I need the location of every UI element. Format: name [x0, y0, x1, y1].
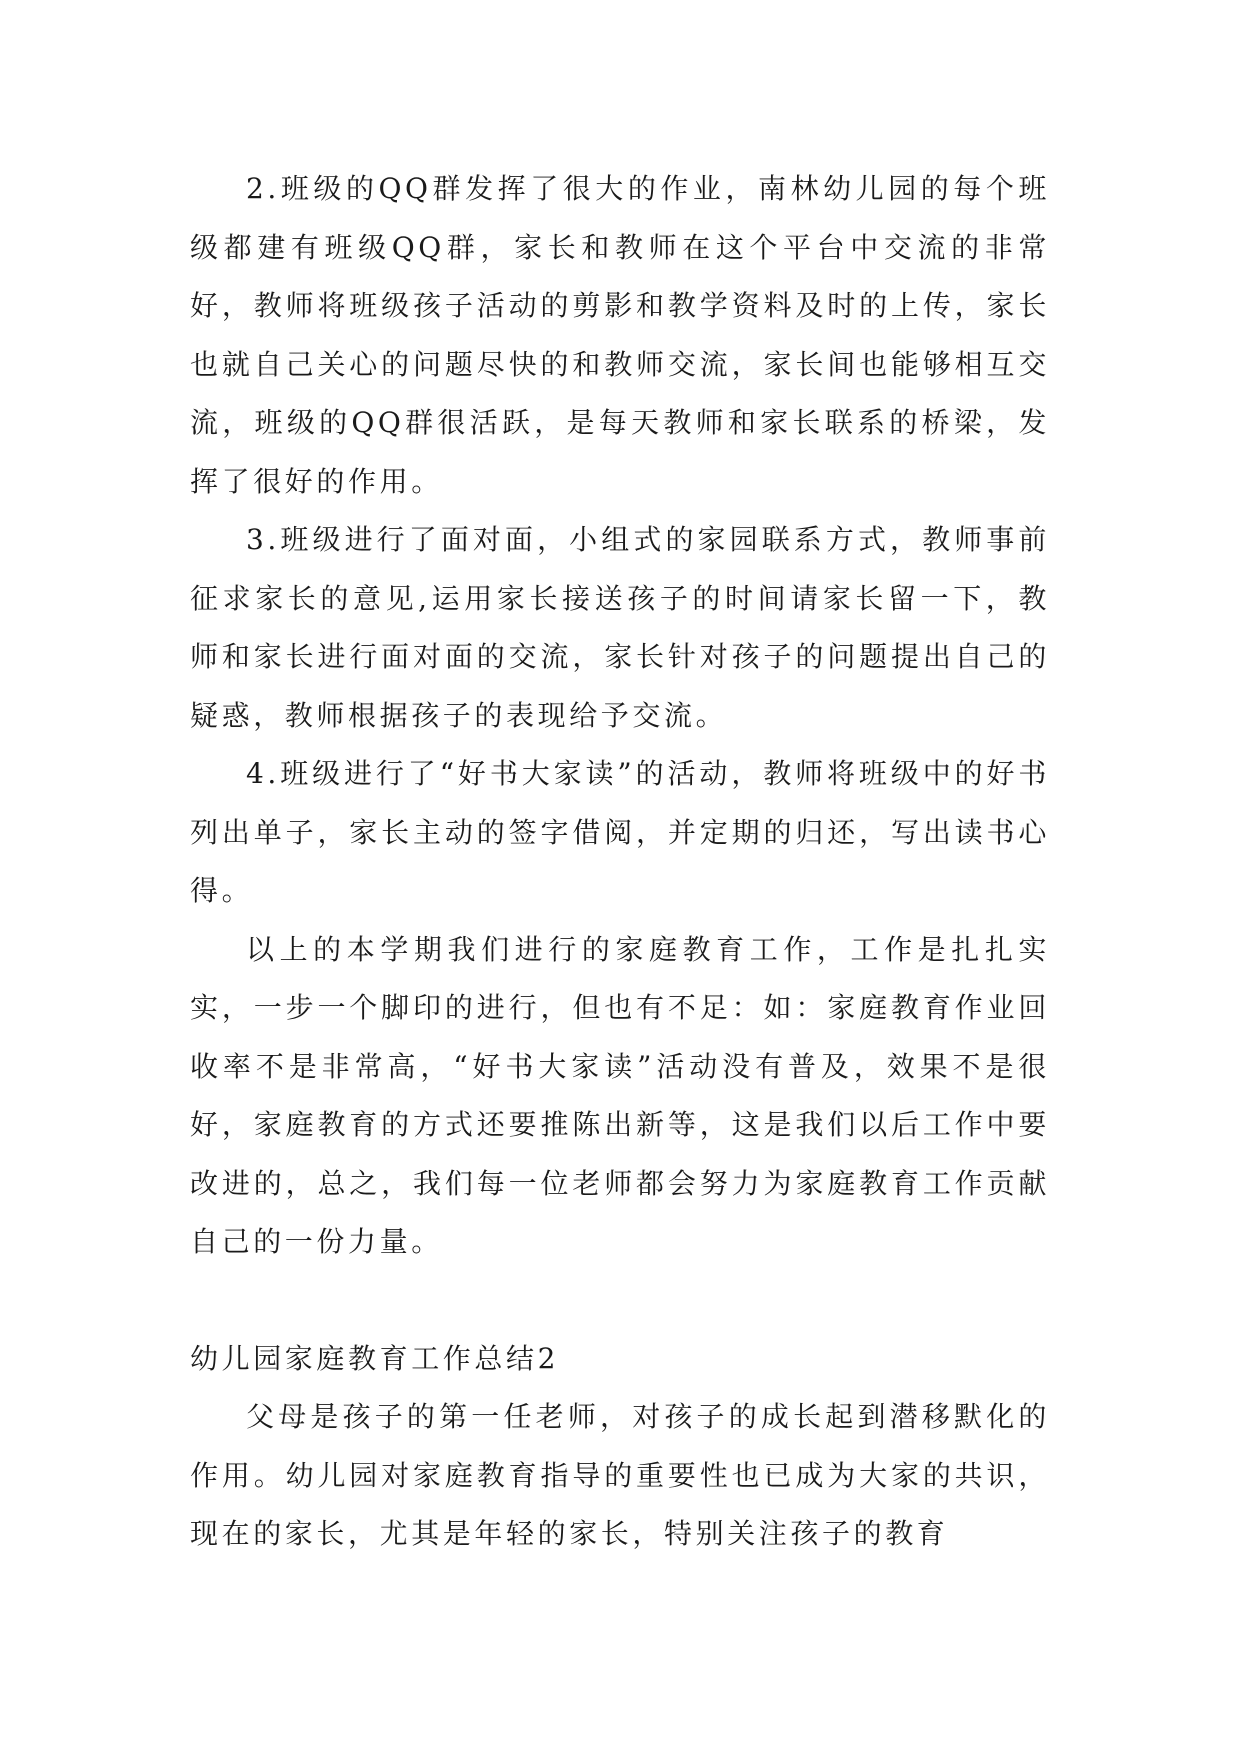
paragraph-summary: 以上的本学期我们进行的家庭教育工作，工作是扎扎实实，一步一个脚印的进行，但也有不足：如：家庭教育作业回收率不是非常高，“好书大家读”活动没有普及，效果不是很好，家庭教育的方式还要推陈出新等，这是我们以后工作中要改进的，总之，我们每一位老师都会努力为家庭教育工作贡献自己的一份力量。 [190, 932, 1050, 1258]
paragraph-book-reading: 4.班级进行了“好书大家读”的活动，教师将班级中的好书列出单子，家长主动的签字借阅，并定期的归还，写出读书心得。 [190, 757, 1050, 907]
paragraph-face-to-face: 3.班级进行了面对面，小组式的家园联系方式，教师事前征求家长的意见,运用家长接送孩子的时间请家长留一下，教师和家长进行面对面的交流，家长针对孩子的问题提出自己的疑惑，教师根据孩子的表现给予交流。 [190, 523, 1050, 732]
paragraph-parents-first-teacher: 父母是孩子的第一任老师，对孩子的成长起到潜移默化的作用。幼儿园对家庭教育指导的重要性也已成为大家的共识，现在的家长，尤其是年轻的家长，特别关注孩子的教育 [190, 1400, 1050, 1550]
document-body [190, 160, 1050, 1564]
section-title: 幼儿园家庭教育工作总结2 [190, 1341, 560, 1375]
paragraph-qq-group: 2.班级的QQ群发挥了很大的作业，南林幼儿园的每个班级都建有班级QQ群，家长和教师在这个平台中交流的非常好，教师将班级孩子活动的剪影和教学资料及时的上传，家长也就自己关心的问题尽快的和教师交流，家长间也能够相互交流，班级的QQ群很活跃，是每天教师和家长联系的桥梁，发挥了很好的作用。 [190, 172, 1050, 498]
